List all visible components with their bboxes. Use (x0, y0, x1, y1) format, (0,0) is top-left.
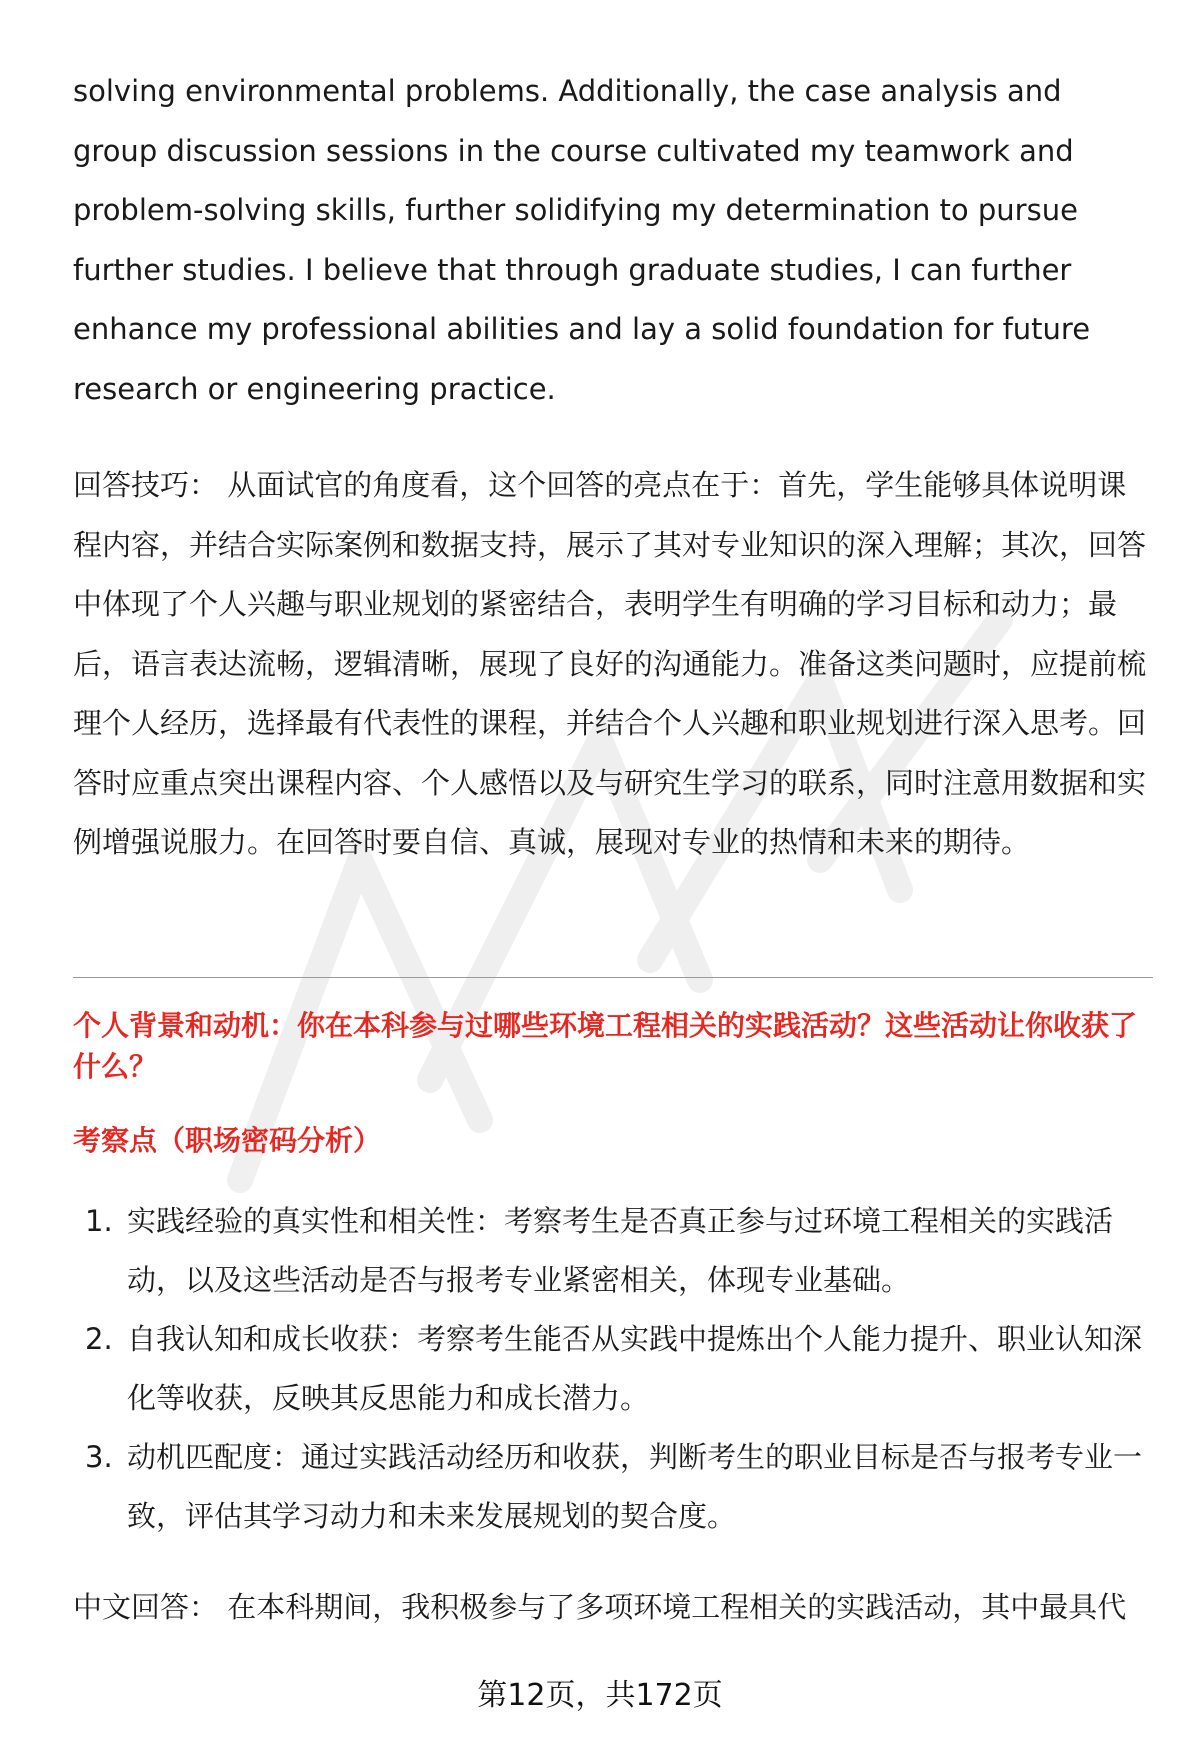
assessment-heading: 考察点（职场密码分析） (73, 1124, 382, 1157)
question-heading: 个人背景和动机：你在本科参与过哪些环境工程相关的实践活动？这些活动让你收获了什么？ (73, 1009, 1138, 1083)
english-answer-paragraph: solving environmental problems. Additionally, the case analysis and group discussion sessions in the course cultivated my teamwork and problem-solving skills, further solidifying my determination to pursue further studies. I believe that through graduate studies, I can further enhance my professional abilities and lay a solid foundation for future research or engineering practice. (73, 74, 1091, 406)
chinese-answer-label: 中文回答： (73, 1590, 219, 1624)
assessment-points-list (73, 1192, 1153, 1546)
list-item (73, 1310, 1153, 1428)
list-number: 1. (85, 1204, 113, 1238)
page-number-footer: 第12页，共172页 (477, 1678, 723, 1713)
list-item-text: 实践经验的真实性和相关性：考察考生是否真正参与过环境工程相关的实践活动，以及这些活动是否与报考专业紧密相关，体现专业基础。 (127, 1204, 1114, 1297)
list-item-text: 动机匹配度：通过实践活动经历和收获，判断考生的职业目标是否与报考专业一致，评估其学习动力和未来发展规划的契合度。 (127, 1440, 1143, 1533)
list-number: 2. (85, 1322, 113, 1356)
tips-text: 从面试官的角度看，这个回答的亮点在于：首先，学生能够具体说明课程内容，并结合实际案例和数据支持，展示了其对专业知识的深入理解；其次，回答中体现了个人兴趣与职业规划的紧密结合，表明学生有明确的学习目标和动力；最后，语言表达流畅，逻辑清晰，展现了良好的沟通能力。准备这类问题时，应提前梳理个人经历，选择最有代表性的课程，并结合个人兴趣和职业规划进行深入思考。回答时应重点突出课程内容、个人感悟以及与研究生学习的联系，同时注意用数据和实例增强说服力。在回答时要自信、真诚，展现对专业的热情和未来的期待。 (73, 468, 1147, 859)
chinese-answer-text: 在本科期间，我积极参与了多项环境工程相关的实践活动，其中最具代 (227, 1590, 1127, 1624)
answer-tips-paragraph (73, 456, 1153, 873)
list-number: 3. (85, 1440, 113, 1474)
list-item (73, 1428, 1153, 1546)
tips-label: 回答技巧： (73, 468, 219, 502)
list-item-text: 自我认知和成长收获：考察考生能否从实践中提炼出个人能力提升、职业认知深化等收获，反映其反思能力和成长潜力。 (127, 1322, 1143, 1415)
list-item (73, 1192, 1153, 1310)
chinese-answer-paragraph (73, 1578, 1153, 1638)
section-divider (73, 977, 1153, 978)
